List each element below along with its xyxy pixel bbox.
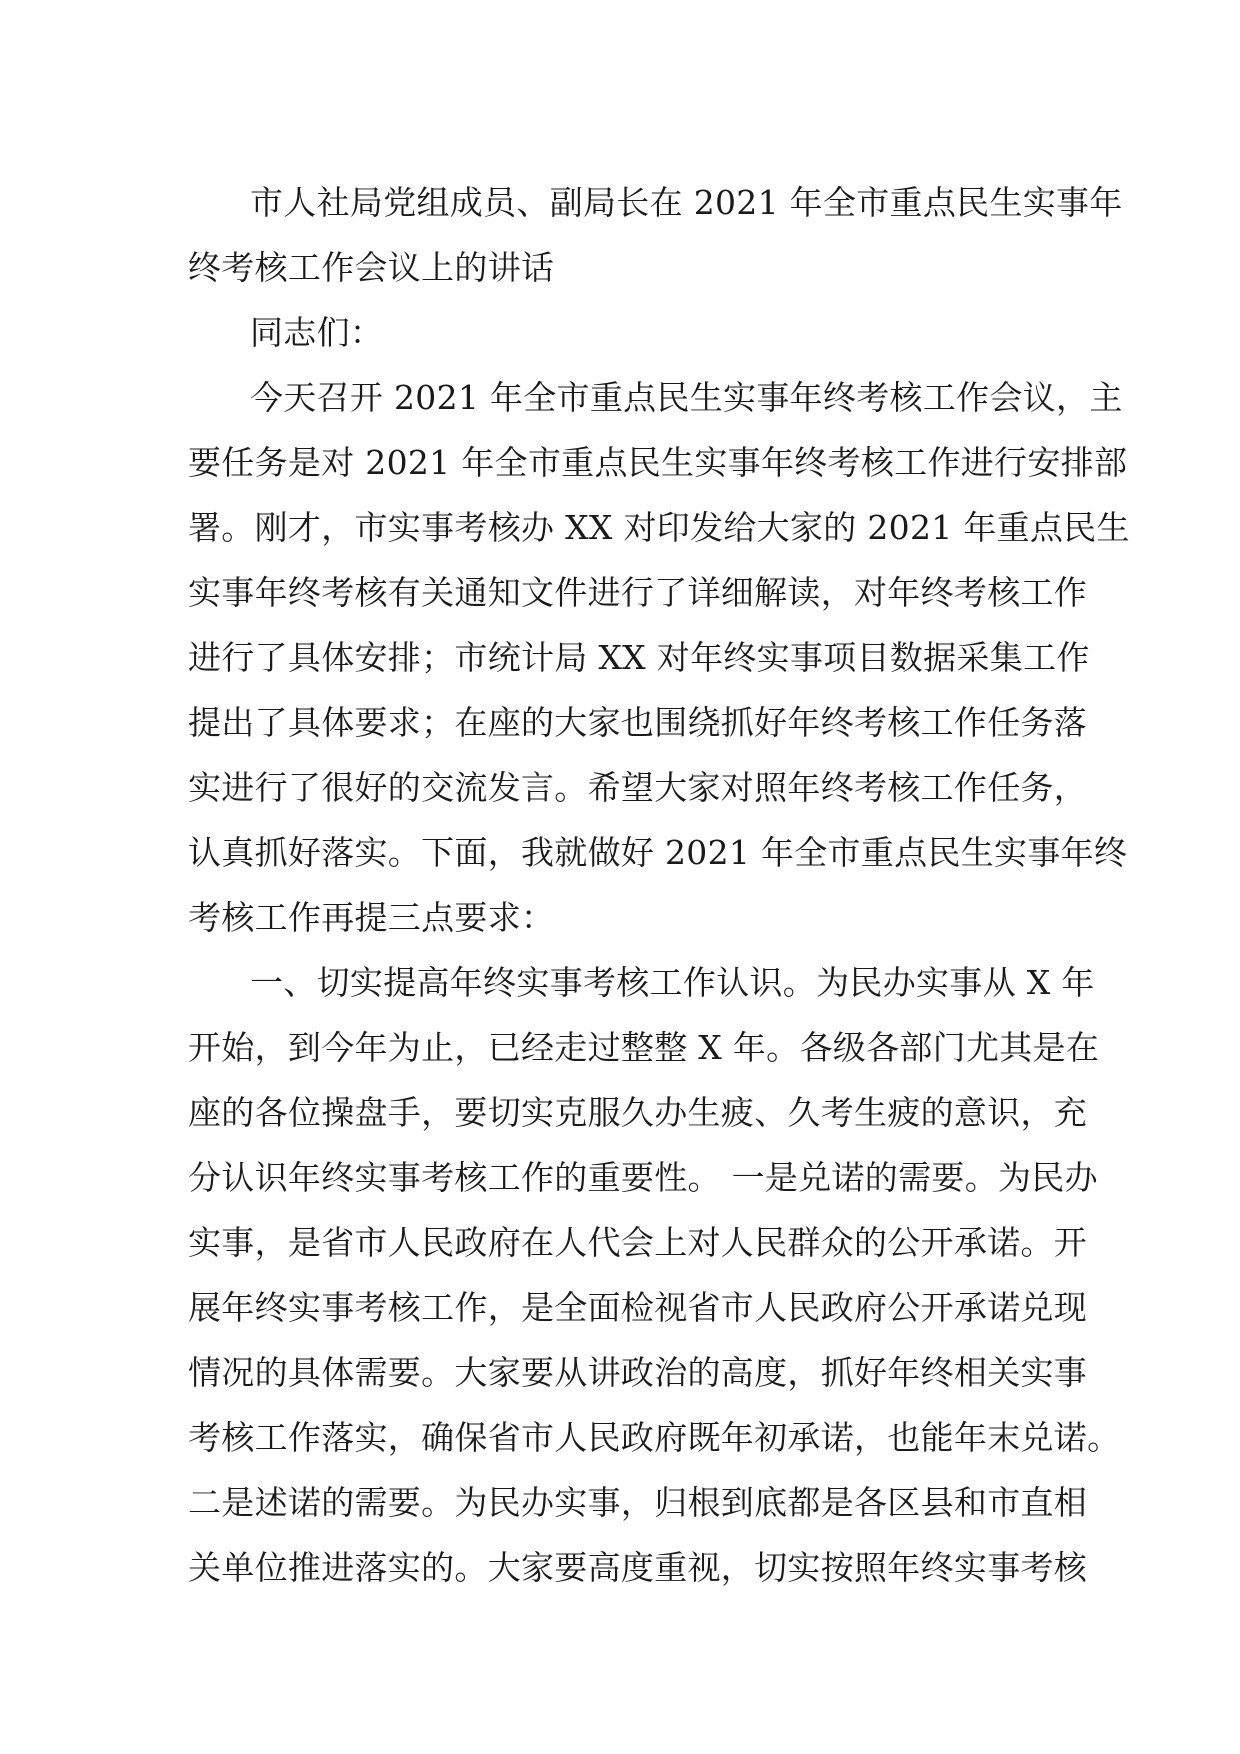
paragraph-1-line: 实进行了很好的交流发言。希望大家对照年终考核工作任务， <box>188 768 1088 807</box>
paragraph-2-line: 一、切实提高年终实事考核工作认识。为民办实事从 X 年 <box>250 963 1095 1002</box>
title-line-2: 终考核工作会议上的讲话 <box>188 248 555 287</box>
paragraph-2-line: 开始，到今年为止，已经走过整整 X 年。各级各部门尤其是在 <box>188 1028 1100 1067</box>
paragraph-2-line: 情况的具体需要。大家要从讲政治的高度，抓好年终相关实事 <box>188 1353 1088 1392</box>
title-line-1: 市人社局党组成员、副局长在 2021 年全市重点民生实事年 <box>250 183 1123 222</box>
paragraph-2-line: 考核工作落实，确保省市人民政府既年初承诺，也能年末兑诺。 <box>188 1418 1121 1457</box>
paragraph-1-line: 进行了具体安排；市统计局 XX 对年终实事项目数据采集工作 <box>188 638 1090 677</box>
salutation: 同志们： <box>250 313 384 352</box>
paragraph-2-line: 展年终实事考核工作，是全面检视省市人民政府公开承诺兑现 <box>188 1288 1088 1327</box>
paragraph-1-line: 实事年终考核有关通知文件进行了详细解读，对年终考核工作 <box>188 573 1088 612</box>
paragraph-1-line: 署。刚才，市实事考核办 XX 对印发给大家的 2021 年重点民生 <box>188 508 1130 547</box>
paragraph-2-line: 关单位推进落实的。大家要高度重视，切实按照年终实事考核 <box>188 1548 1088 1587</box>
paragraph-1-line: 提出了具体要求；在座的大家也围绕抓好年终考核工作任务落 <box>188 703 1088 742</box>
paragraph-1-line: 今天召开 2021 年全市重点民生实事年终考核工作会议，主 <box>250 378 1123 417</box>
document-page <box>188 170 1130 1600</box>
paragraph-2-line: 二是述诺的需要。为民办实事，归根到底都是各区县和市直相 <box>188 1483 1088 1522</box>
paragraph-1-line: 考核工作再提三点要求： <box>188 898 555 937</box>
paragraph-2-line: 分认识年终实事考核工作的重要性。 一是兑诺的需要。为民办 <box>188 1158 1098 1197</box>
paragraph-1-line: 认真抓好落实。下面，我就做好 2021 年全市重点民生实事年终 <box>188 833 1128 872</box>
paragraph-2-line: 实事，是省市人民政府在人代会上对人民群众的公开承诺。开 <box>188 1223 1088 1262</box>
paragraph-1-line: 要任务是对 2021 年全市重点民生实事年终考核工作进行安排部 <box>188 443 1128 482</box>
paragraph-2-line: 座的各位操盘手，要切实克服久办生疲、久考生疲的意识，充 <box>188 1093 1088 1132</box>
